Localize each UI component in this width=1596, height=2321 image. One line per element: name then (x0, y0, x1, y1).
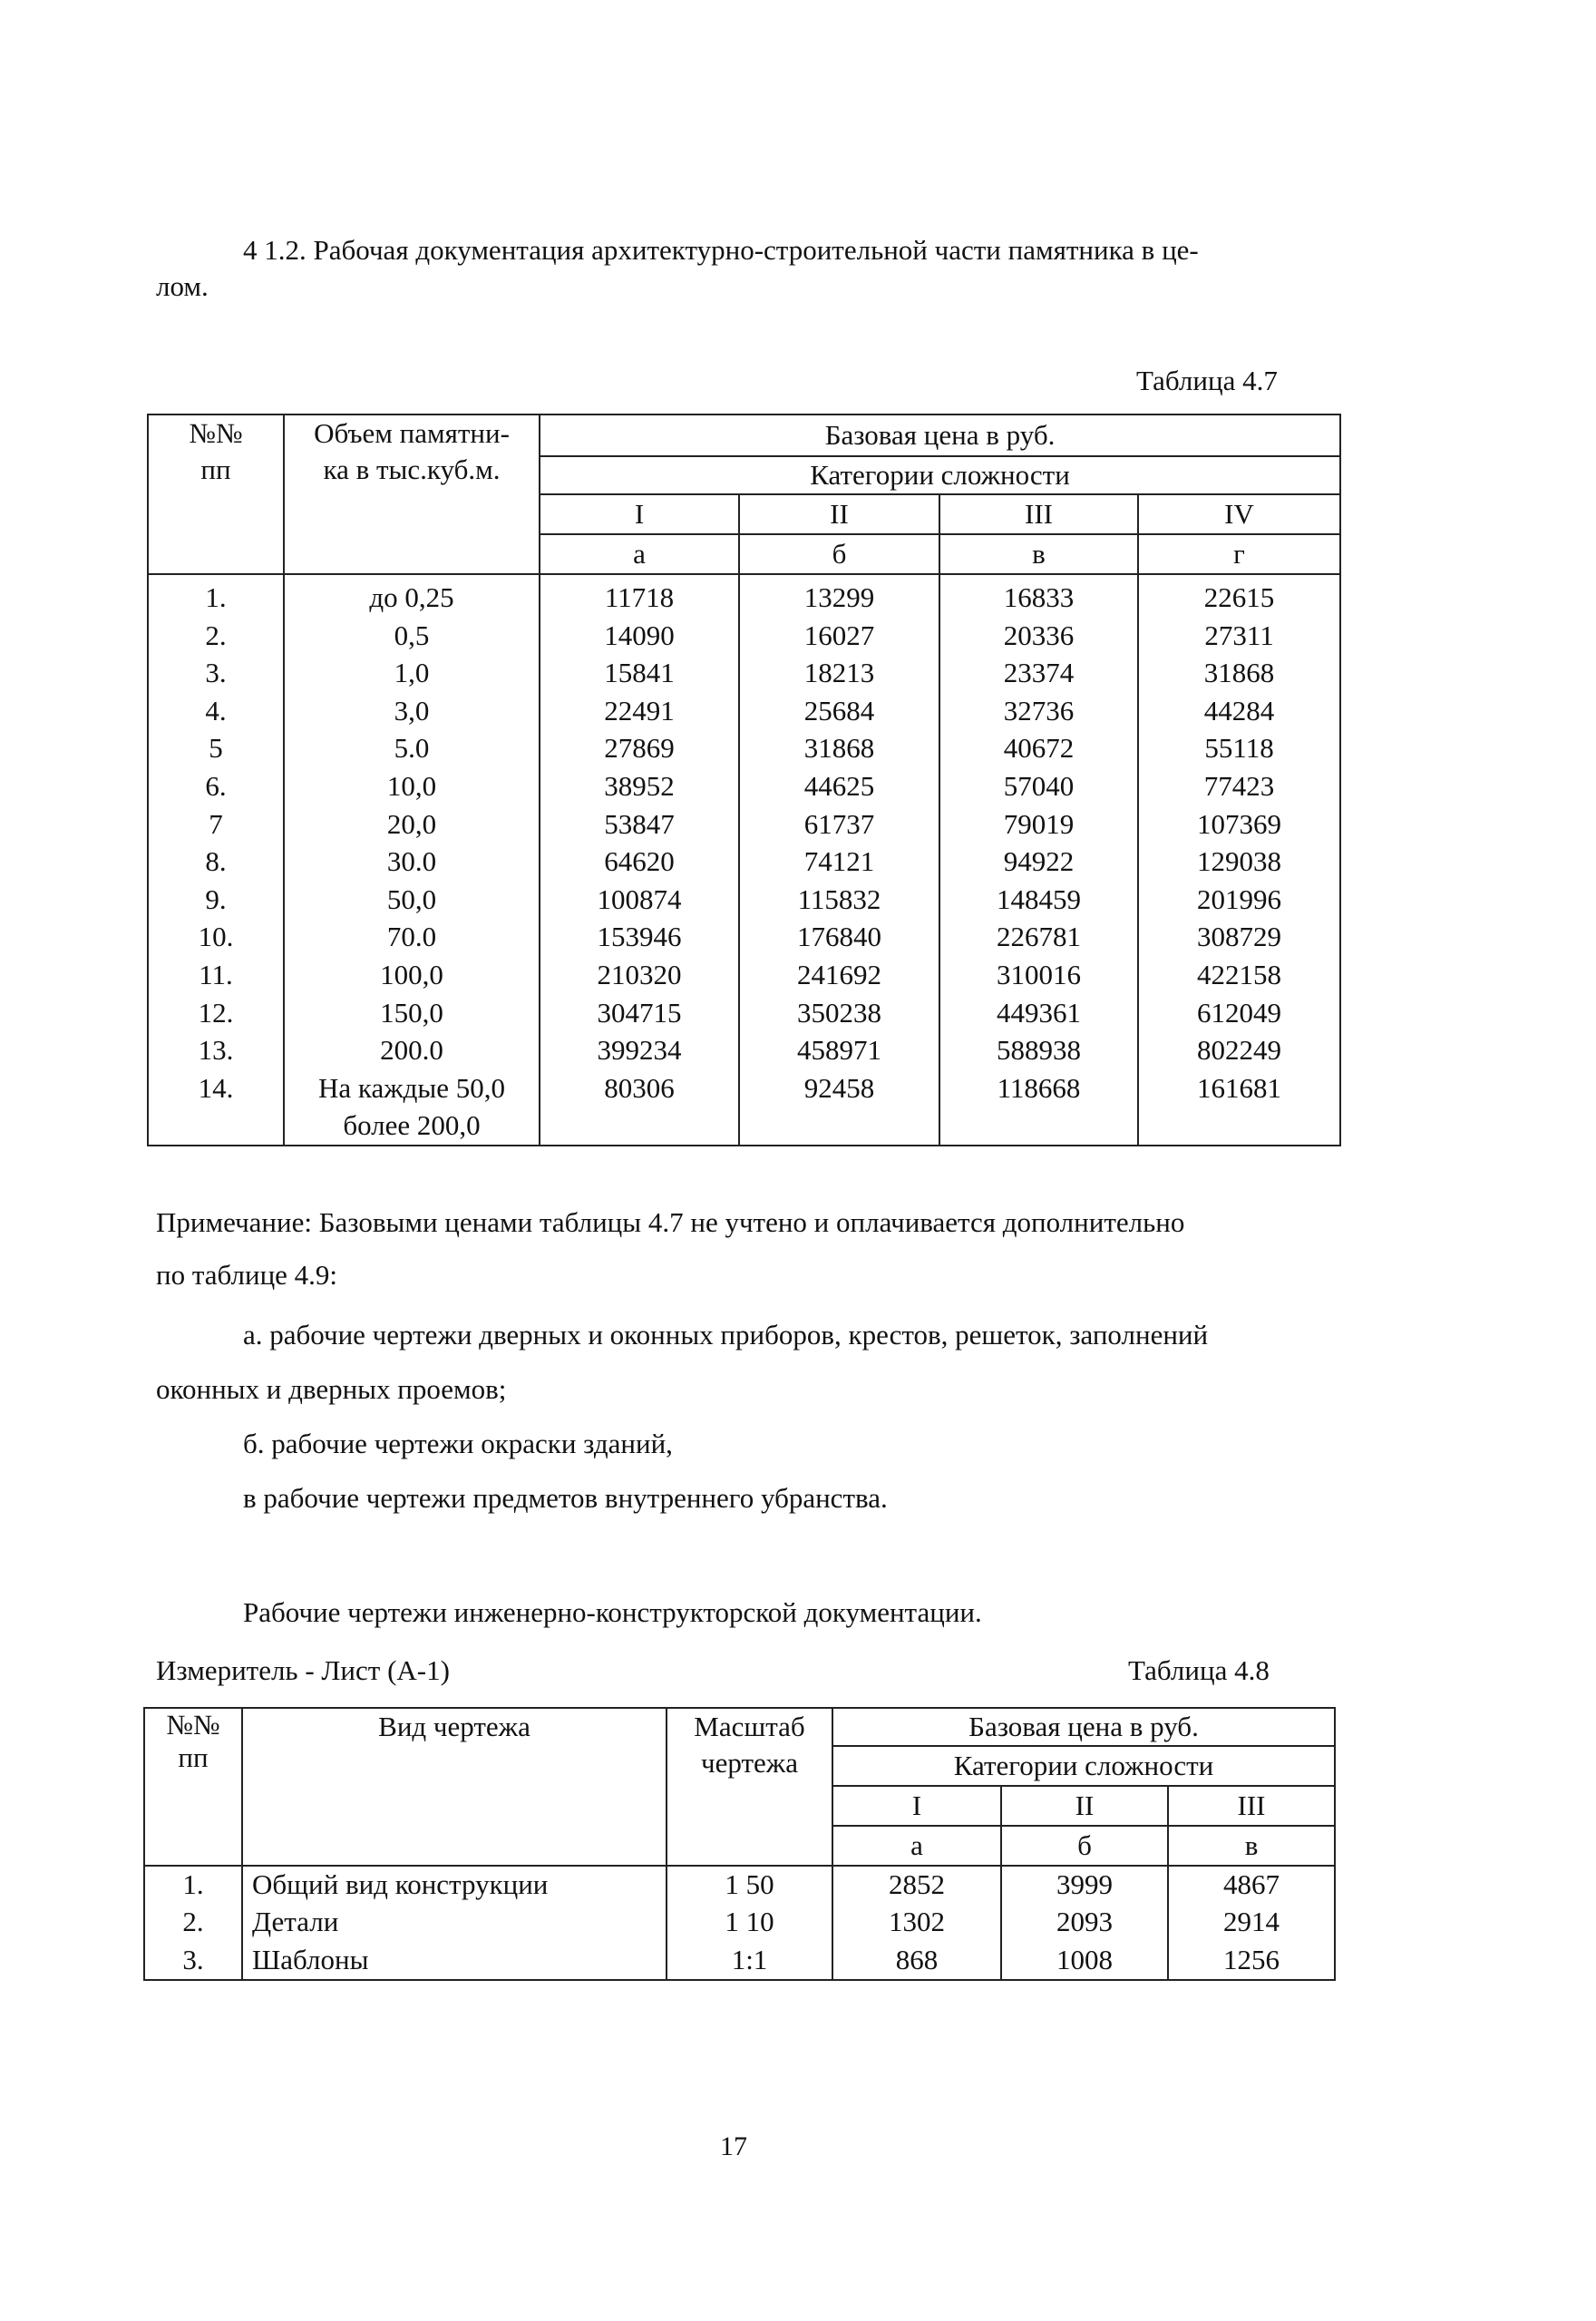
t48-header-letter-b: б (1001, 1826, 1168, 1866)
column-volume (284, 574, 540, 1146)
row-num-2: 2. (205, 619, 227, 651)
t48-header-scale-line1: Масштаб (694, 1711, 805, 1742)
row-value-III-8: 94922 (1003, 845, 1075, 878)
column-num (148, 574, 284, 1146)
row-value-IV-7: 107369 (1197, 807, 1282, 840)
t48-header-scale (667, 1708, 832, 1866)
row-volume-5: 5.0 (394, 732, 430, 765)
t48-row3-type: Шаблоны (242, 1942, 667, 1980)
row-volume-7: 20,0 (386, 807, 437, 840)
row-num-14: 14. (198, 1071, 234, 1104)
header-num (148, 414, 284, 574)
header-cat-IV: IV (1138, 494, 1340, 534)
header-volume-line1: Объем памятни- (314, 417, 510, 449)
row-value-III-14: 118668 (997, 1071, 1081, 1104)
row-value-III-7: 79019 (1003, 807, 1075, 840)
row-value-IV-5: 55118 (1204, 732, 1274, 765)
t48-header-num-line2: пп (178, 1741, 209, 1773)
row-value-III-13: 588938 (997, 1034, 1081, 1067)
t48-row2-v: 2914 (1168, 1904, 1335, 1942)
table-4-7 (147, 414, 1341, 1146)
t48-row1-b: 3999 (1001, 1866, 1168, 1904)
t48-header-cat-I: I (832, 1786, 1001, 1826)
row-volume-2: 0,5 (394, 619, 430, 651)
row-volume-13: 200.0 (380, 1034, 443, 1067)
row-value-I-10: 153946 (597, 921, 682, 953)
row-value-III-4: 32736 (1003, 694, 1075, 727)
table-4-8 (143, 1707, 1336, 1981)
row-value-IV-6: 77423 (1203, 769, 1275, 802)
row-volume-10: 70.0 (386, 921, 437, 953)
row-num-7: 7 (209, 807, 223, 840)
page-number: 17 (720, 2131, 747, 2161)
row-volume-14: На каждые 50,0 (317, 1071, 506, 1104)
row-value-II-14: 92458 (803, 1071, 875, 1104)
row-value-IV-14: 161681 (1197, 1071, 1282, 1104)
header-cat-I: I (540, 494, 739, 534)
row-volume-9: 50,0 (386, 883, 437, 915)
row-num-1: 1. (205, 581, 227, 613)
row-value-II-7: 61737 (803, 807, 875, 840)
t48-row2-a: 1302 (832, 1904, 1001, 1942)
row-value-I-11: 210320 (597, 958, 682, 990)
row-value-II-6: 44625 (803, 769, 875, 802)
row-value-I-2: 14090 (604, 619, 675, 651)
t48-header-cat-II: II (1001, 1786, 1168, 1826)
row-value-IV-2: 27311 (1204, 619, 1274, 651)
row-num-10: 10. (198, 921, 234, 953)
t48-row1-scale: 1 50 (667, 1866, 832, 1904)
header-letter-v: в (939, 534, 1138, 574)
header-letter-a: а (540, 534, 739, 574)
row-value-IV-9: 201996 (1197, 883, 1282, 915)
row-value-III-5: 40672 (1003, 732, 1075, 765)
row-volume-12: 150,0 (380, 996, 443, 1029)
t48-header-letter-v: в (1168, 1826, 1335, 1866)
row-value-II-12: 350238 (797, 996, 881, 1029)
row-value-I-6: 38952 (604, 769, 675, 802)
row-volume-4: 3,0 (394, 694, 430, 727)
header-base-price: Базовая цена в руб. (540, 414, 1340, 456)
note-line1: Примечание: Базовыми ценами таблицы 4.7 не учтено и оплачивается дополнительно (156, 1206, 1185, 1238)
t48-header-scale-line2: чертежа (701, 1747, 798, 1779)
row-value-II-8: 74121 (803, 845, 875, 878)
t48-row2-num: 2. (144, 1904, 242, 1942)
row-value-II-5: 31868 (803, 732, 875, 765)
row-num-8: 8. (205, 845, 227, 878)
row-value-I-14: 80306 (604, 1071, 675, 1104)
row-value-IV-4: 44284 (1203, 694, 1275, 727)
t48-row1-v: 4867 (1168, 1866, 1335, 1904)
row-value-II-13: 458971 (797, 1034, 881, 1067)
section2-measure: Измеритель - Лист (А-1) (156, 1654, 450, 1686)
header-volume-line2: ка в тыс.куб.м. (323, 453, 501, 485)
row-value-II-2: 16027 (803, 619, 875, 651)
row-value-I-8: 64620 (604, 845, 675, 878)
row-value-IV-1: 22615 (1203, 581, 1275, 613)
t48-row3-b: 1008 (1001, 1942, 1168, 1980)
t48-row1-type: Общий вид конструкции (242, 1866, 667, 1904)
row-value-I-9: 100874 (597, 883, 682, 915)
row-value-I-12: 304715 (597, 996, 682, 1029)
column-cat-IV (1138, 574, 1340, 1146)
t48-header-categories: Категории сложности (832, 1746, 1335, 1786)
note-item-a-line2: оконных и дверных проемов; (156, 1373, 507, 1405)
row-value-I-4: 22491 (604, 694, 675, 727)
table-4-8-caption: Таблица 4.8 (1128, 1654, 1270, 1686)
t48-header-base-price: Базовая цена в руб. (832, 1708, 1335, 1746)
t48-row2-type: Детали (242, 1904, 667, 1942)
row-value-IV-13: 802249 (1197, 1034, 1282, 1067)
header-letter-g: г (1138, 534, 1340, 574)
table-4-7-caption: Таблица 4.7 (1136, 365, 1278, 396)
row-num-6: 6. (205, 769, 227, 802)
row-value-II-1: 13299 (803, 581, 875, 613)
row-num-13: 13. (198, 1034, 234, 1067)
t48-header-type: Вид чертежа (242, 1708, 667, 1866)
row-value-II-11: 241692 (797, 958, 881, 990)
row-value-II-4: 25684 (803, 694, 875, 727)
header-cat-II: II (739, 494, 939, 534)
header-letter-b: б (739, 534, 939, 574)
section2-title: Рабочие чертежи инженерно-конструкторской документации. (243, 1596, 982, 1628)
row-value-III-1: 16833 (1003, 581, 1075, 613)
column-cat-III (939, 574, 1138, 1146)
section-heading-line1: 4 1.2. Рабочая документация архитектурно-строительной части памятника в це- (243, 234, 1199, 266)
row-value-III-11: 310016 (997, 958, 1081, 990)
row-num-9: 9. (205, 883, 227, 915)
row-num-12: 12. (198, 996, 234, 1029)
t48-row2-scale: 1 10 (667, 1904, 832, 1942)
t48-row3-v: 1256 (1168, 1942, 1335, 1980)
row-value-III-12: 449361 (997, 996, 1081, 1029)
header-volume (284, 414, 540, 574)
row-value-IV-12: 612049 (1197, 996, 1282, 1029)
row-num-5: 5 (209, 732, 223, 765)
row-num-4: 4. (205, 694, 227, 727)
header-num-line2: пп (200, 453, 231, 485)
section-heading-line2: лом. (156, 270, 209, 302)
row-value-III-9: 148459 (997, 883, 1081, 915)
header-categories: Категории сложности (540, 456, 1340, 494)
row-value-II-3: 18213 (803, 657, 875, 689)
row-value-I-7: 53847 (604, 807, 675, 840)
row-value-III-3: 23374 (1003, 657, 1075, 689)
t48-header-letter-a: а (832, 1826, 1001, 1866)
row-volume-8: 30.0 (386, 845, 437, 878)
note-item-a-line1: а. рабочие чертежи дверных и оконных приборов, крестов, решеток, заполнений (243, 1319, 1209, 1351)
row-value-III-2: 20336 (1003, 619, 1075, 651)
row-num-11: 11. (199, 958, 233, 990)
row-value-IV-11: 422158 (1197, 958, 1282, 990)
note-line2: по таблице 4.9: (156, 1259, 338, 1291)
column-cat-II (739, 574, 939, 1146)
row-value-I-3: 15841 (604, 657, 675, 689)
note-item-v: в рабочие чертежи предметов внутреннего убранства. (243, 1482, 888, 1514)
row-value-I-13: 399234 (597, 1034, 682, 1067)
row-volume-3: 1,0 (394, 657, 430, 689)
row-volume-15: более 200,0 (343, 1109, 481, 1142)
row-volume-1: до 0,25 (369, 581, 454, 613)
row-value-IV-3: 31868 (1203, 657, 1275, 689)
row-value-I-1: 11718 (604, 581, 675, 613)
t48-row3-scale: 1:1 (667, 1942, 832, 1980)
row-value-IV-8: 129038 (1197, 845, 1282, 878)
column-cat-I (540, 574, 739, 1146)
note-item-b: б. рабочие чертежи окраски зданий, (243, 1428, 673, 1459)
t48-row1-a: 2852 (832, 1866, 1001, 1904)
row-volume-11: 100,0 (380, 958, 443, 990)
t48-header-num-line1: №№ (166, 1709, 220, 1741)
t48-header-cat-III: III (1168, 1786, 1335, 1826)
t48-row3-a: 868 (832, 1942, 1001, 1980)
t48-header-num (144, 1708, 242, 1866)
row-value-III-10: 226781 (997, 921, 1081, 953)
row-value-I-5: 27869 (604, 732, 675, 765)
row-value-II-10: 176840 (797, 921, 881, 953)
t48-row3-num: 3. (144, 1942, 242, 1980)
row-value-II-9: 115832 (797, 883, 881, 915)
t48-row2-b: 2093 (1001, 1904, 1168, 1942)
header-num-line1: №№ (189, 417, 243, 449)
row-value-IV-10: 308729 (1197, 921, 1282, 953)
t48-row1-num: 1. (144, 1866, 242, 1904)
row-num-3: 3. (205, 657, 227, 689)
row-volume-6: 10,0 (386, 769, 437, 802)
header-cat-III: III (939, 494, 1138, 534)
row-value-III-6: 57040 (1003, 769, 1075, 802)
